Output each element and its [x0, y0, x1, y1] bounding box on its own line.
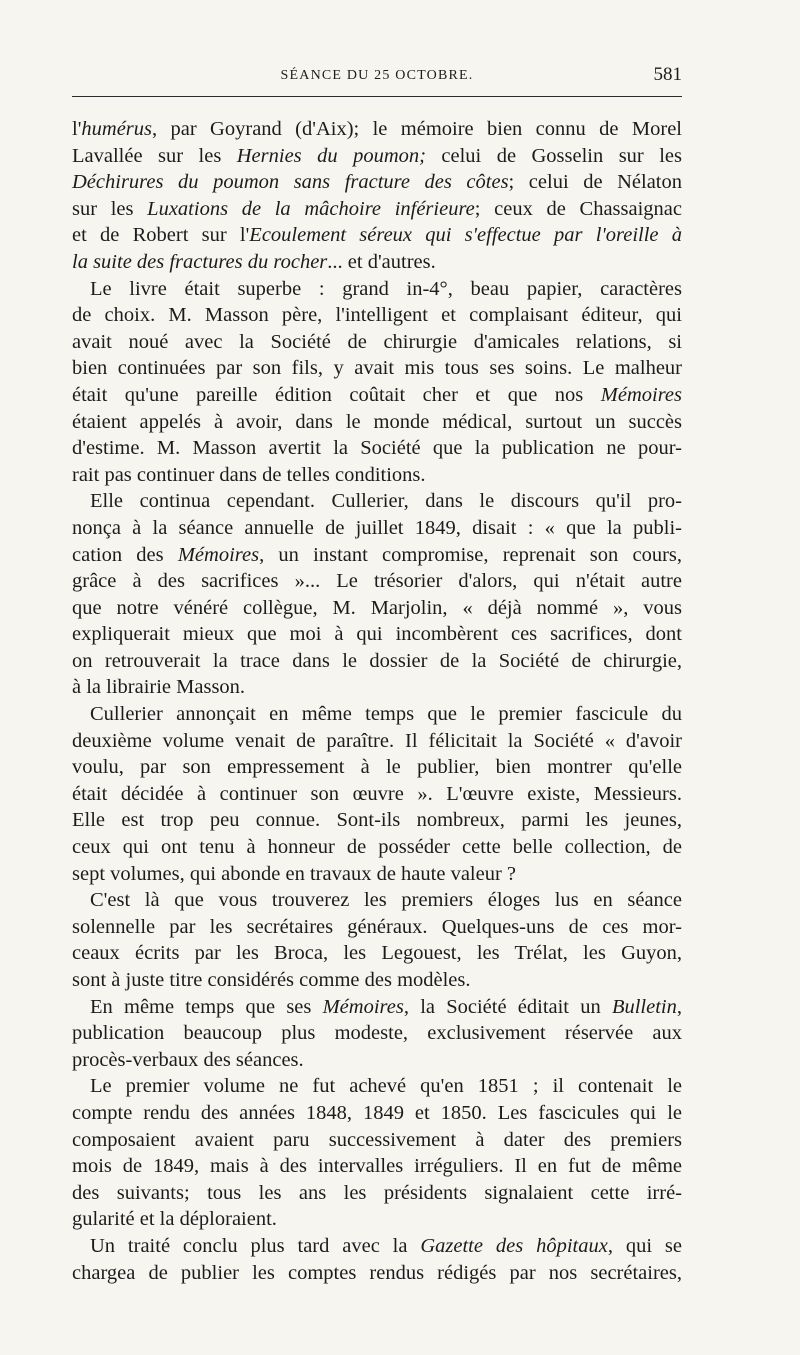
text-run: , qui se [607, 1234, 682, 1257]
text-run: Le livre était superbe : grand in-4°, beau papier, caractères [90, 277, 682, 300]
text-run: que notre vénéré collègue, M. Marjolin, « déjà nommé », vous [72, 596, 682, 619]
running-title: SÉANCE DU 25 OCTOBRE. [280, 68, 474, 83]
text-run: ... et d'autres. [327, 250, 436, 273]
text-run: l' [72, 118, 82, 140]
text-line [72, 1127, 682, 1154]
text-line [72, 329, 682, 356]
text-line [72, 222, 682, 249]
italic-text: la suite des fractures du rocher [72, 250, 328, 273]
text-line [72, 701, 682, 728]
text-line [72, 807, 682, 834]
text-run: solennelle par les secrétaires généraux. Quelques-uns de ces mor- [72, 915, 682, 938]
text-run: , par Goyrand (d'Aix); le mémoire bien connu de Morel [152, 118, 682, 140]
italic-text: Mémoires [600, 383, 682, 406]
text-line [72, 1233, 682, 1260]
text-run: ; celui de Nélaton [508, 171, 682, 194]
text-line [72, 542, 682, 569]
text-run: bien continuées par son fils, y avait mis tous ses soins. Le malheur [72, 357, 682, 380]
italic-text: Mémoires [322, 995, 404, 1018]
text-run: était décidée à continuer son œuvre ». L'œuvre existe, Messieurs. [72, 782, 682, 805]
page-header [72, 62, 682, 97]
text-line [72, 1206, 682, 1233]
text-run: Elle continua cependant. Cullerier, dans le discours qu'il pro- [90, 490, 682, 513]
italic-text: Mémoires [177, 543, 260, 566]
text-line [72, 1100, 682, 1127]
text-line [72, 276, 682, 303]
text-line [72, 914, 682, 941]
text-run: En même temps que ses [90, 995, 323, 1018]
text-run: sont à juste titre considérés comme des modèles. [72, 969, 471, 991]
text-run: Lavallée sur les [72, 144, 237, 167]
text-run: à la librairie Masson. [72, 676, 246, 699]
text-run: nonça à la séance annuelle de juillet 1849, disait : « que la publi- [72, 516, 682, 539]
text-line [72, 249, 682, 276]
text-line [72, 435, 682, 462]
text-run: Elle est trop peu connue. Sont-ils nombreux, parmi les jeunes, [72, 809, 682, 832]
text-line [72, 116, 682, 143]
text-line [72, 1153, 682, 1180]
text-line [72, 143, 682, 170]
text-run: , la Société éditait un [403, 995, 612, 1018]
text-run: chargea de publier les comptes rendus rédigés par nos secrétaires, [72, 1261, 682, 1284]
text-line [72, 355, 682, 382]
text-line [72, 169, 682, 196]
text-run: ; ceux de Chassaignac [474, 197, 682, 220]
text-run: Un traité conclu plus tard avec la [90, 1234, 421, 1257]
text-run: et de Robert sur l' [72, 224, 250, 247]
text-line [72, 1180, 682, 1207]
text-run: publication beaucoup plus modeste, exclusivement réservée aux [72, 1022, 682, 1045]
text-line [72, 382, 682, 409]
text-run: ceux qui ont tenu à honneur de posséder cette belle collection, de [72, 836, 682, 859]
italic-text: Hernies du poumon; [236, 144, 426, 167]
text-run: rait pas continuer dans de telles conditions. [72, 463, 426, 486]
text-line [72, 462, 682, 489]
italic-text: Ecoulement séreux qui s'effectue par l'oreille à [249, 224, 683, 247]
italic-text: humérus [81, 118, 152, 140]
text-line [72, 568, 682, 595]
text-line [72, 595, 682, 622]
text-run: voulu, par son empressement à le publier, bien montrer qu'elle [72, 756, 682, 779]
text-line [72, 302, 682, 329]
text-run: on retrouverait la trace dans le dossier de la Société de chirurgie, [72, 649, 682, 672]
italic-text: Bulletin [611, 995, 677, 1018]
text-line [72, 515, 682, 542]
text-line [72, 409, 682, 436]
text-line [72, 994, 682, 1021]
text-run: était qu'une pareille édition coûtait cher et que nos [72, 383, 601, 406]
text-run: sept volumes, qui abonde en travaux de haute valeur ? [72, 862, 517, 885]
text-run: avait noué avec la Société de chirurgie d'amicales relations, si [72, 330, 682, 353]
italic-text: Luxations de la mâchoire inférieure [147, 197, 475, 220]
text-run: des suivants; tous les ans les présidents signalaient cette irré- [72, 1181, 682, 1204]
text-line [72, 861, 682, 888]
text-run: grâce à des sacrifices »... Le trésorier d'alors, qui n'était autre [72, 570, 682, 593]
text-line [72, 834, 682, 861]
italic-text: Déchirures du poumon sans fracture des côtes [72, 171, 509, 194]
text-run: Cullerier annonçait en même temps que le premier fascicule du [90, 703, 682, 726]
text-line [72, 488, 682, 515]
text-line [72, 754, 682, 781]
text-run: de choix. M. Masson père, l'intelligent et complaisant éditeur, qui [72, 304, 682, 327]
text-run: procès-verbaux des séances. [72, 1048, 304, 1071]
text-run: composaient avaient paru successivement à dater des premiers [72, 1128, 682, 1151]
text-line [72, 1020, 682, 1047]
text-run: C'est là que vous trouverez les premiers éloges lus en séance [90, 889, 682, 912]
text-line [72, 781, 682, 808]
text-run: , [676, 995, 682, 1018]
text-run: gularité et la déploraient. [72, 1208, 277, 1231]
text-line [72, 887, 682, 914]
text-run: Le premier volume ne fut achevé qu'en 1851 ; il contenait le [90, 1075, 682, 1098]
text-line [72, 1073, 682, 1100]
text-run: cation des [72, 543, 178, 566]
text-line [72, 940, 682, 967]
text-run: sur les [72, 197, 148, 220]
text-line [72, 728, 682, 755]
text-run: d'estime. M. Masson avertit la Société que la publication ne pour- [72, 437, 682, 460]
text-run: mois de 1849, mais à des intervalles irréguliers. Il en fut de même [72, 1155, 682, 1178]
text-run: compte rendu des années 1848, 1849 et 1850. Les fascicules qui le [72, 1101, 682, 1124]
text-run: ceaux écrits par les Broca, les Legouest, les Trélat, les Guyon, [72, 942, 682, 965]
text-line [72, 196, 682, 223]
text-line [72, 674, 682, 701]
italic-text: Gazette des hôpitaux [420, 1234, 608, 1257]
body-text [72, 116, 682, 1286]
text-line [72, 1260, 682, 1287]
text-run: , un instant compromise, reprenait son cours, [259, 543, 682, 566]
page-number: 581 [653, 64, 682, 85]
text-line [72, 967, 682, 994]
text-run: celui de Gosselin sur les [425, 144, 682, 167]
text-line [72, 621, 682, 648]
text-line [72, 1047, 682, 1074]
text-run: étaient appelés à avoir, dans le monde médical, surtout un succès [72, 410, 682, 433]
text-run: deuxième volume venait de paraître. Il félicitait la Société « d'avoir [72, 729, 682, 752]
text-line [72, 648, 682, 675]
text-run: expliquerait mieux que moi à qui incombèrent ces sacrifices, dont [72, 623, 682, 646]
